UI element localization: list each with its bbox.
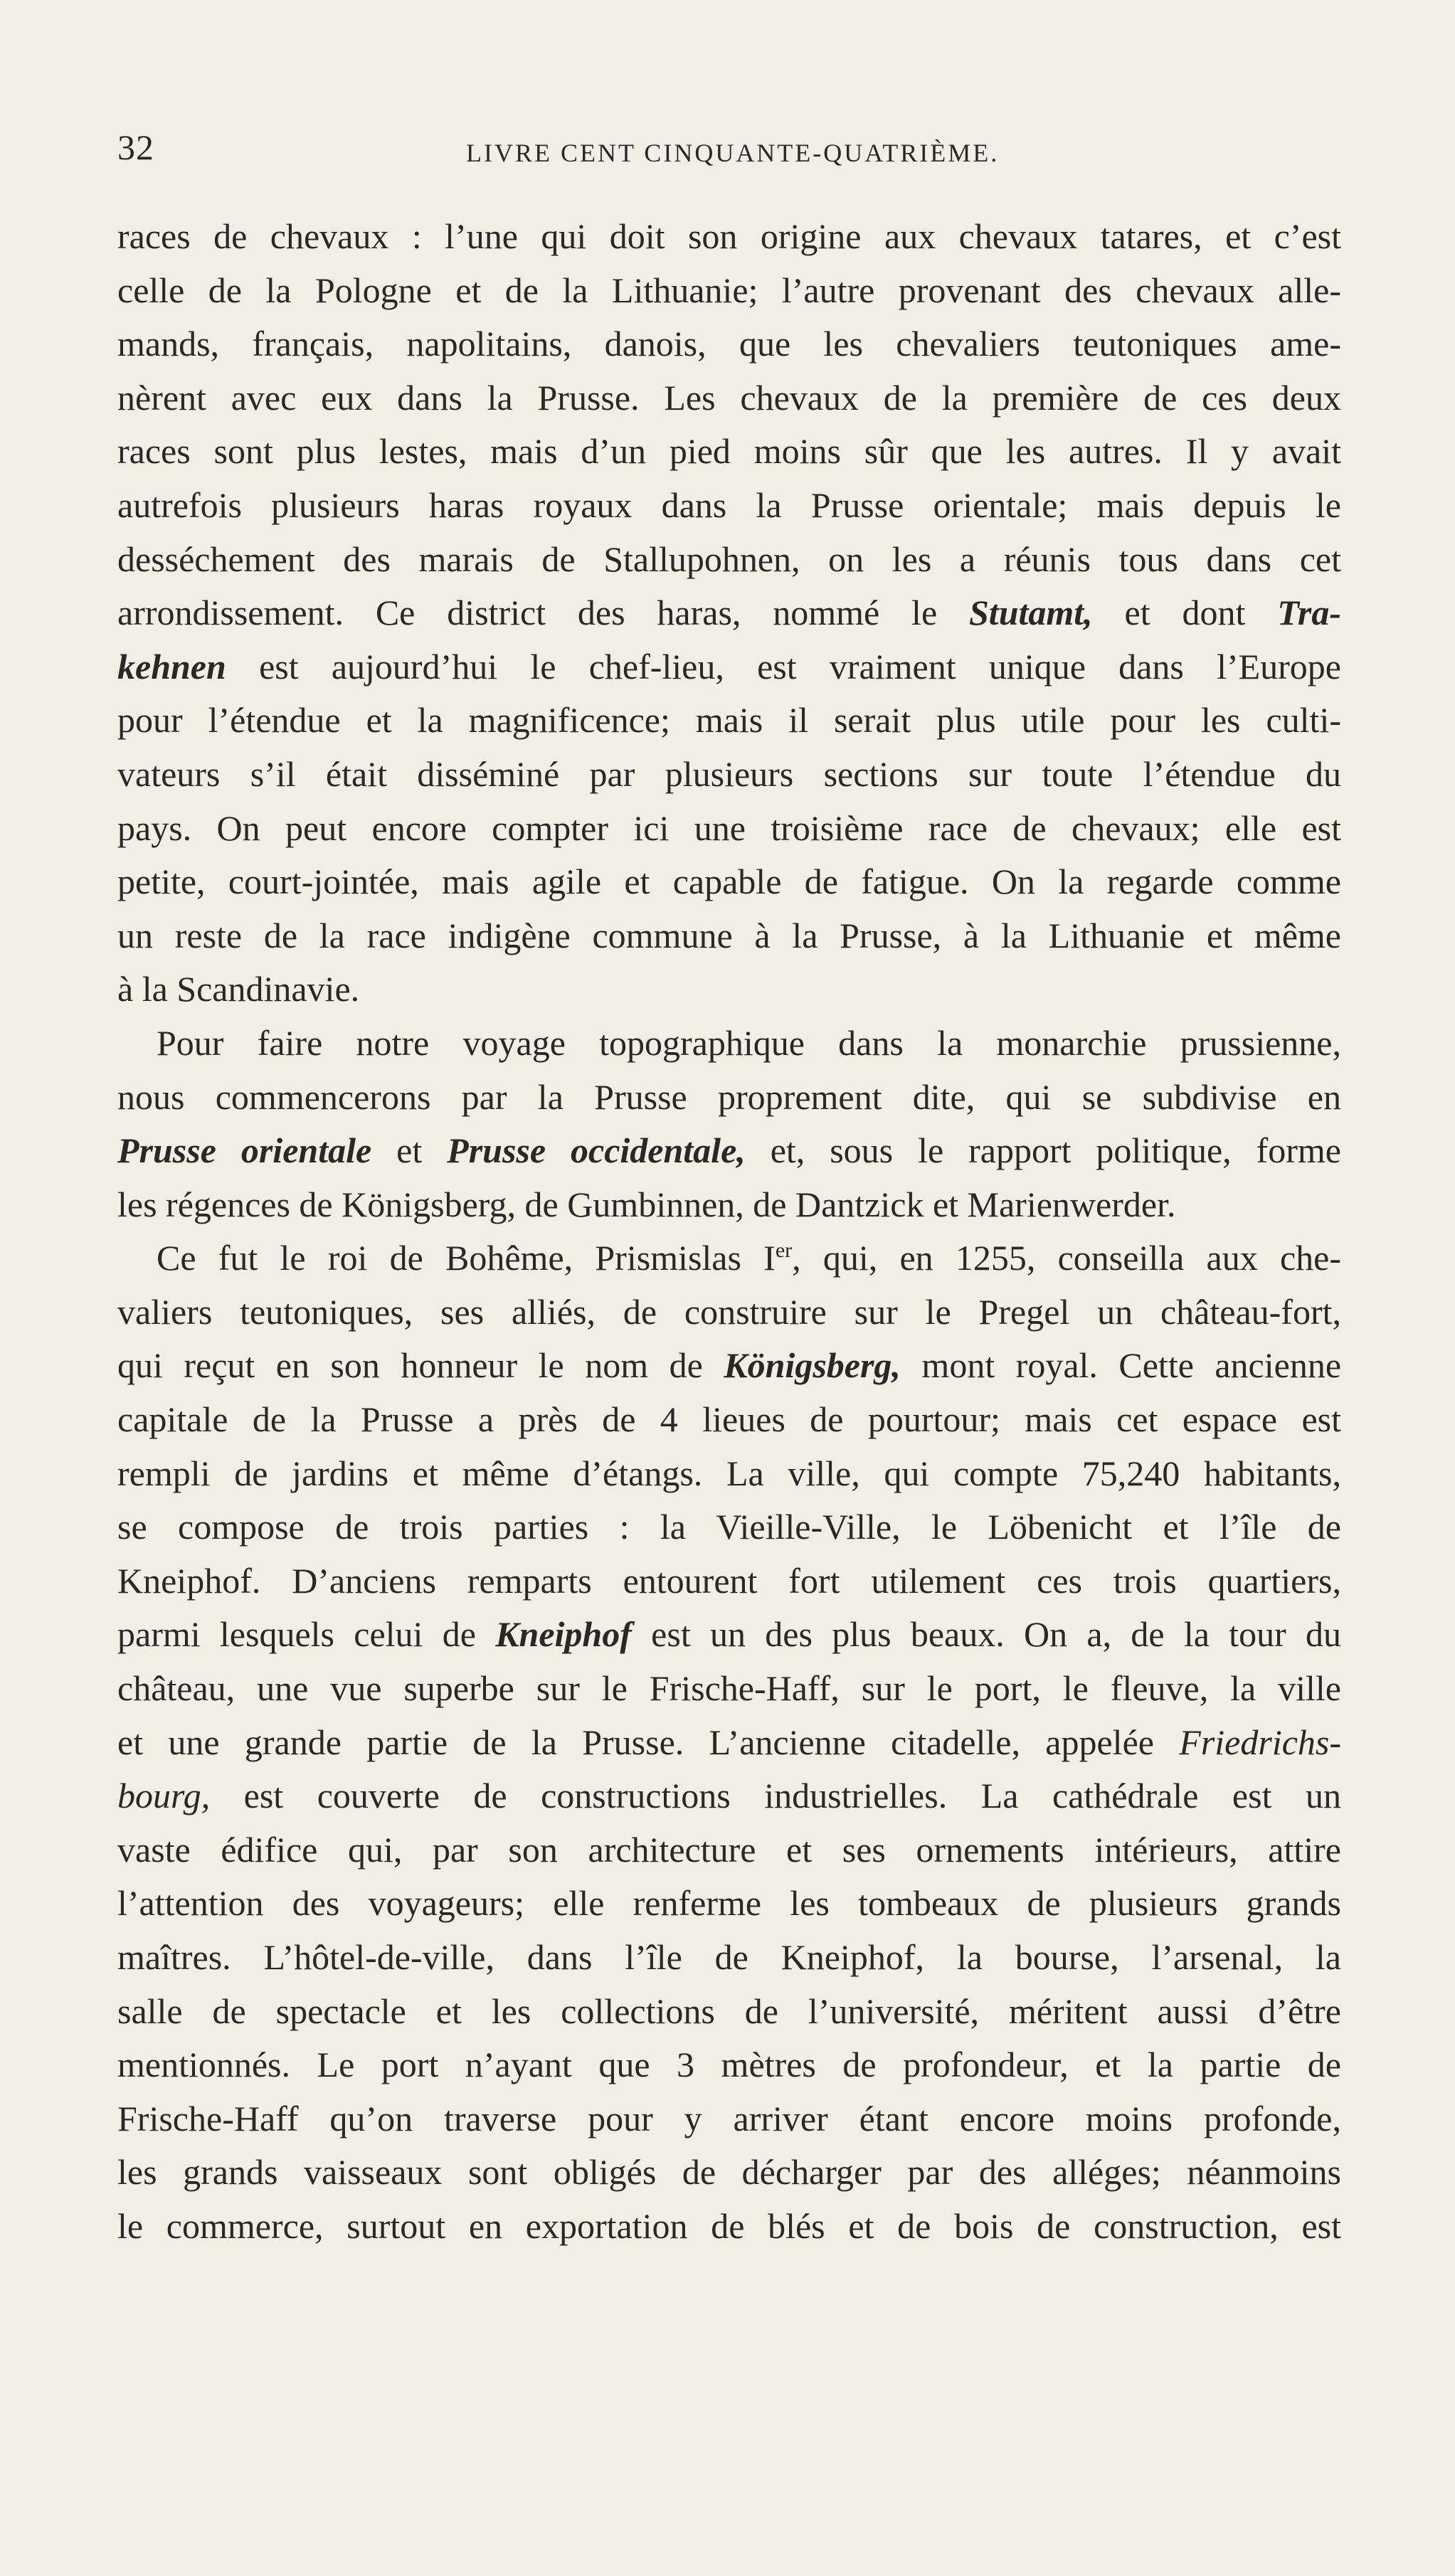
text-line: nous commencerons par la Prusse proprement dite, qui se subdivise en: [117, 1076, 1341, 1117]
text-line: races de chevaux : l’une qui doit son origine aux chevaux tatares, et c’est: [117, 216, 1341, 256]
text-line: races sont plus lestes, mais d’un pied moins sûr que les autres. Il y avait: [117, 431, 1341, 472]
text-line: pays. On peut encore compter ici une troisième race de chevaux; elle est: [117, 807, 1341, 848]
text-line: l’attention des voyageurs; elle renferme les tombeaux de plusieurs grands: [117, 1883, 1341, 1924]
text-line: [117, 1608, 1341, 1662]
text-line: [117, 1769, 1341, 1823]
text-line: vateurs s’il était disséminé par plusieurs sections sur toute l’étendue du: [117, 753, 1341, 794]
running-title: LIVRE CENT CINQUANTE-QUATRIÈME.: [466, 139, 1000, 167]
superscript: er: [775, 1239, 793, 1263]
text-line: petite, court-jointée, mais agile et capable de fatigue. On la regarde comme: [117, 862, 1341, 902]
page-header: [117, 120, 1334, 176]
text-line: rempli de jardins et même d’étangs. La ville, qui compte 75,240 habitants,: [117, 1453, 1341, 1493]
text-run: , qui, en 1255, conseilla aux che-: [792, 1238, 1341, 1278]
text-line: le commerce, surtout en exportation de blés et de bois de construction, est: [117, 2205, 1341, 2246]
text-line: mentionnés. Le port n’ayant que 3 mètres de profondeur, et la partie de: [117, 2045, 1341, 2085]
italic-term-kneiphof: Kneiphof: [495, 1614, 632, 1655]
text-run: est un des plus beaux. On a, de la tour du: [651, 1614, 1341, 1655]
text-line: celle de la Pologne et de la Lithuanie; l’autre provenant des chevaux alle-: [117, 270, 1341, 310]
text-line: autrefois plusieurs haras royaux dans la Prusse orientale; mais depuis le: [117, 484, 1341, 525]
text-line: valiers teutoniques, ses alliés, de construire sur le Pregel un château-fort,: [117, 1291, 1341, 1332]
italic-term-friedrichsbourg: bourg,: [117, 1776, 211, 1816]
text-line: à la Scandinavie.: [117, 969, 360, 1009]
text-run: arrondissement. Ce district des haras, nommé le: [117, 593, 938, 633]
italic-term-prusse-orientale: Prusse orientale: [117, 1130, 372, 1171]
text-run: Ce fut le roi de Bohême, Prismislas I: [157, 1238, 776, 1278]
text-line: vaste édifice qui, par son architecture et ses ornements intérieurs, attire: [117, 1829, 1341, 1870]
text-line: un reste de la race indigène commune à la Prusse, à la Lithuanie et même: [117, 915, 1341, 955]
text-run: est couverte de constructions industrielles. La cathédrale est un: [243, 1776, 1341, 1816]
text-line: salle de spectacle et les collections de l’université, méritent aussi d’être: [117, 1991, 1341, 2031]
text-line: se compose de trois parties : la Vieille-Ville, le Löbenicht et l’île de: [117, 1507, 1341, 1547]
text-line: [117, 1231, 1341, 1286]
text-line: Pour faire notre voyage topographique dans la monarchie prussienne,: [157, 1022, 1341, 1063]
italic-term-trakehnen: Tra-: [1277, 593, 1341, 633]
italic-term-friedrichsbourg: Friedrichs-: [1179, 1722, 1341, 1762]
text-line: nèrent avec eux dans la Prusse. Les chevaux de la première de ces deux: [117, 377, 1341, 418]
text-run: parmi lesquels celui de: [117, 1614, 476, 1655]
text-line: [117, 586, 1341, 640]
text-run: mont royal. Cette ancienne: [921, 1345, 1341, 1386]
text-line: les grands vaisseaux sont obligés de décharger par des alléges; néanmoins: [117, 2152, 1341, 2193]
text-run: est aujourd’hui le chef-lieu, est vraiment unique dans l’Europe: [259, 646, 1341, 687]
text-run: et: [396, 1130, 423, 1171]
text-line: pour l’étendue et la magnificence; mais il serait plus utile pour les culti-: [117, 700, 1341, 741]
page-number: 32: [117, 127, 154, 167]
text-run: et une grande partie de la Prusse. L’ancienne citadelle, appelée: [117, 1722, 1154, 1762]
text-line: Frische-Haff qu’on traverse pour y arriver étant encore moins profonde,: [117, 2098, 1341, 2138]
text-line: [117, 1124, 1341, 1178]
text-run: qui reçut en son honneur le nom de: [117, 1345, 703, 1386]
text-line: capitale de la Prusse a près de 4 lieues de pourtour; mais cet espace est: [117, 1399, 1341, 1440]
italic-term-prusse-occidentale: Prusse occidentale,: [447, 1130, 746, 1171]
text-line: mands, français, napolitains, danois, que les chevaliers teutoniques ame-: [117, 324, 1341, 364]
text-line: [117, 640, 1341, 694]
italic-term-trakehnen: kehnen: [117, 646, 226, 687]
text-line: [117, 1339, 1341, 1393]
body-text: [117, 210, 1341, 2254]
text-line: les régences de Königsberg, de Gumbinnen, de Dantzick et Marienwerder.: [117, 1184, 1176, 1224]
text-line: [117, 1716, 1341, 1770]
text-line: Kneiphof. D’anciens remparts entourent fort utilement ces trois quartiers,: [117, 1560, 1341, 1601]
italic-term-stutamt: Stutamt,: [969, 593, 1093, 633]
text-line: château, une vue superbe sur le Frische-Haff, sur le port, le fleuve, la ville: [117, 1668, 1341, 1709]
text-run: et, sous le rapport politique, forme: [770, 1130, 1341, 1171]
text-line: maîtres. L’hôtel-de-ville, dans l’île de Kneiphof, la bourse, l’arsenal, la: [117, 1937, 1341, 1977]
text-run: et dont: [1124, 593, 1246, 633]
text-line: desséchement des marais de Stallupohnen, on les a réunis tous dans cet: [117, 539, 1341, 579]
italic-term-konigsberg: Königsberg,: [724, 1345, 901, 1386]
